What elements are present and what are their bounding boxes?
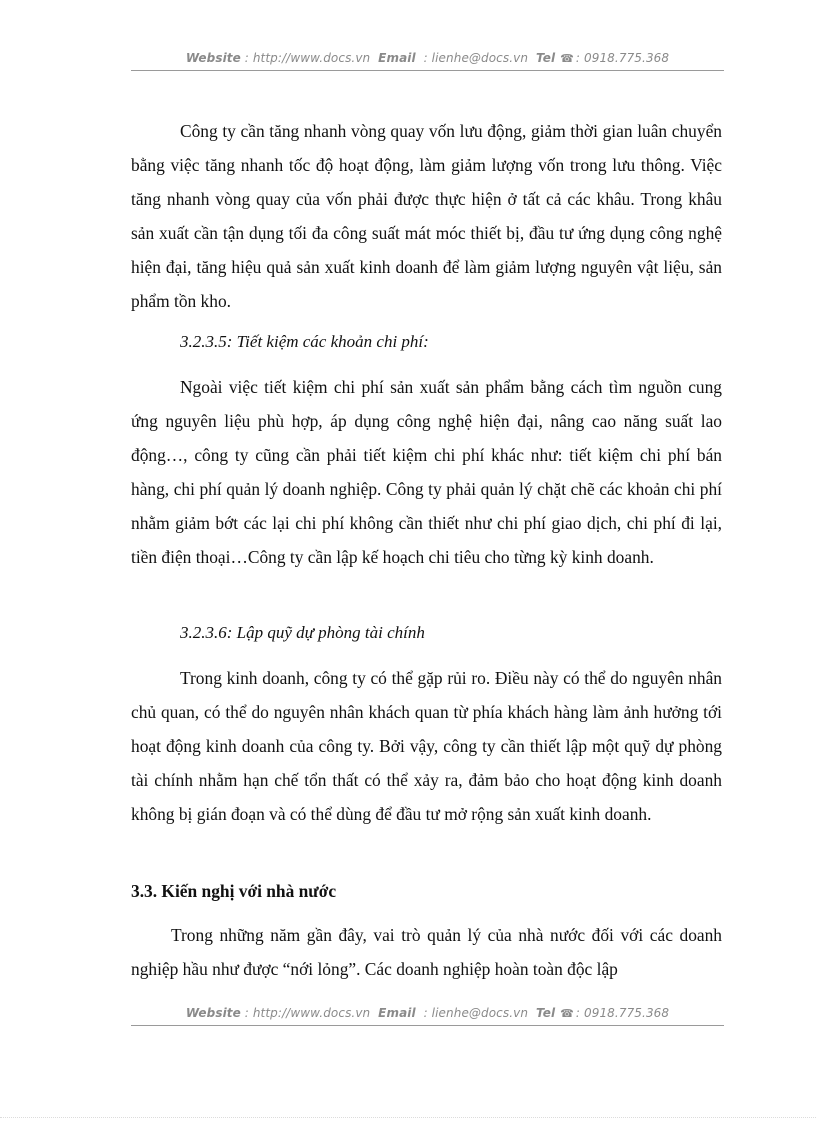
paragraph-reserve-fund: Trong kinh doanh, công ty có thể gặp rủi ro. Điều này có thể do nguyên nhân chủ quan, có thể do nguyên nhân khách quan từ phía khách hàng làm ảnh hưởng tới hoạt động kinh doanh của công ty. Bởi vậy, công ty cần thiết lập một quỹ dự phòng tài chính nhằm hạn chế tổn thất có thể xảy ra, đảm bảo cho hoạt động kinh doanh không bị gián đoạn và có thể dùng để đầu tư mở rộng sản xuất kinh doanh. [131, 668, 722, 824]
header-tel-label: Tel [535, 51, 556, 65]
header-tel-value: : 0918.775.368 [575, 51, 670, 65]
heading-3-2-3-6: 3.2.3.6: Lập quỹ dự phòng tài chính [180, 623, 425, 642]
phone-icon: ☎ [560, 52, 574, 65]
footer-divider [131, 1025, 724, 1026]
page-header [131, 51, 724, 65]
footer-email-value: : lienhe@docs.vn [423, 1006, 529, 1020]
heading-3-3: 3.3. Kiến nghị với nhà nước [131, 881, 337, 901]
footer-website-label: Website [185, 1006, 241, 1020]
header-divider [131, 70, 724, 71]
footer-tel-label: Tel [535, 1006, 556, 1020]
footer-tel-value: : 0918.775.368 [575, 1006, 670, 1020]
phone-icon: ☎ [560, 1007, 574, 1020]
heading-3-2-3-5: 3.2.3.5: Tiết kiệm các khoản chi phí: [180, 332, 429, 351]
header-website-label: Website [185, 51, 241, 65]
paragraph-state-recommendations: Trong những năm gần đây, vai trò quản lý của nhà nước đối với các doanh nghiệp hầu như được “nới lỏng”. Các doanh nghiệp hoàn toàn độc lập [131, 925, 722, 979]
page-bottom-edge [0, 1117, 816, 1118]
footer-website-url: : http://www.docs.vn [244, 1006, 371, 1020]
footer-email-label: Email [378, 1006, 416, 1020]
page-footer [131, 1006, 724, 1020]
paragraph-working-capital: Công ty cần tăng nhanh vòng quay vốn lưu động, giảm thời gian luân chuyển bằng việc tăng nhanh tốc độ hoạt động, làm giảm lượng vốn trong lưu thông. Việc tăng nhanh vòng quay của vốn phải được thực hiện ở tất cả các khâu. Trong khâu sản xuất cần tận dụng tối đa công suất mát móc thiết bị, đầu tư ứng dụng công nghệ hiện đại, tăng hiệu quả sản xuất kinh doanh để làm giảm lượng nguyên vật liệu, sản phẩm tồn kho. [131, 121, 722, 311]
header-email-value: : lienhe@docs.vn [423, 51, 529, 65]
header-website-url: : http://www.docs.vn [244, 51, 371, 65]
paragraph-cost-saving: Ngoài việc tiết kiệm chi phí sản xuất sản phẩm bằng cách tìm nguồn cung ứng nguyên liệu phù hợp, áp dụng công nghệ hiện đại, nâng cao năng suất lao động…, công ty cũng cần phải tiết kiệm chi phí khác như: tiết kiệm chi phí bán hàng, chi phí quản lý doanh nghiệp. Công ty phải quản lý chặt chẽ các khoản chi phí nhằm giảm bớt các lại chi phí không cần thiết như chi phí giao dịch, chi phí đi lại, tiền điện thoại…Công ty cần lập kế hoạch chi tiêu cho từng kỳ kinh doanh. [131, 377, 722, 567]
header-email-label: Email [378, 51, 416, 65]
